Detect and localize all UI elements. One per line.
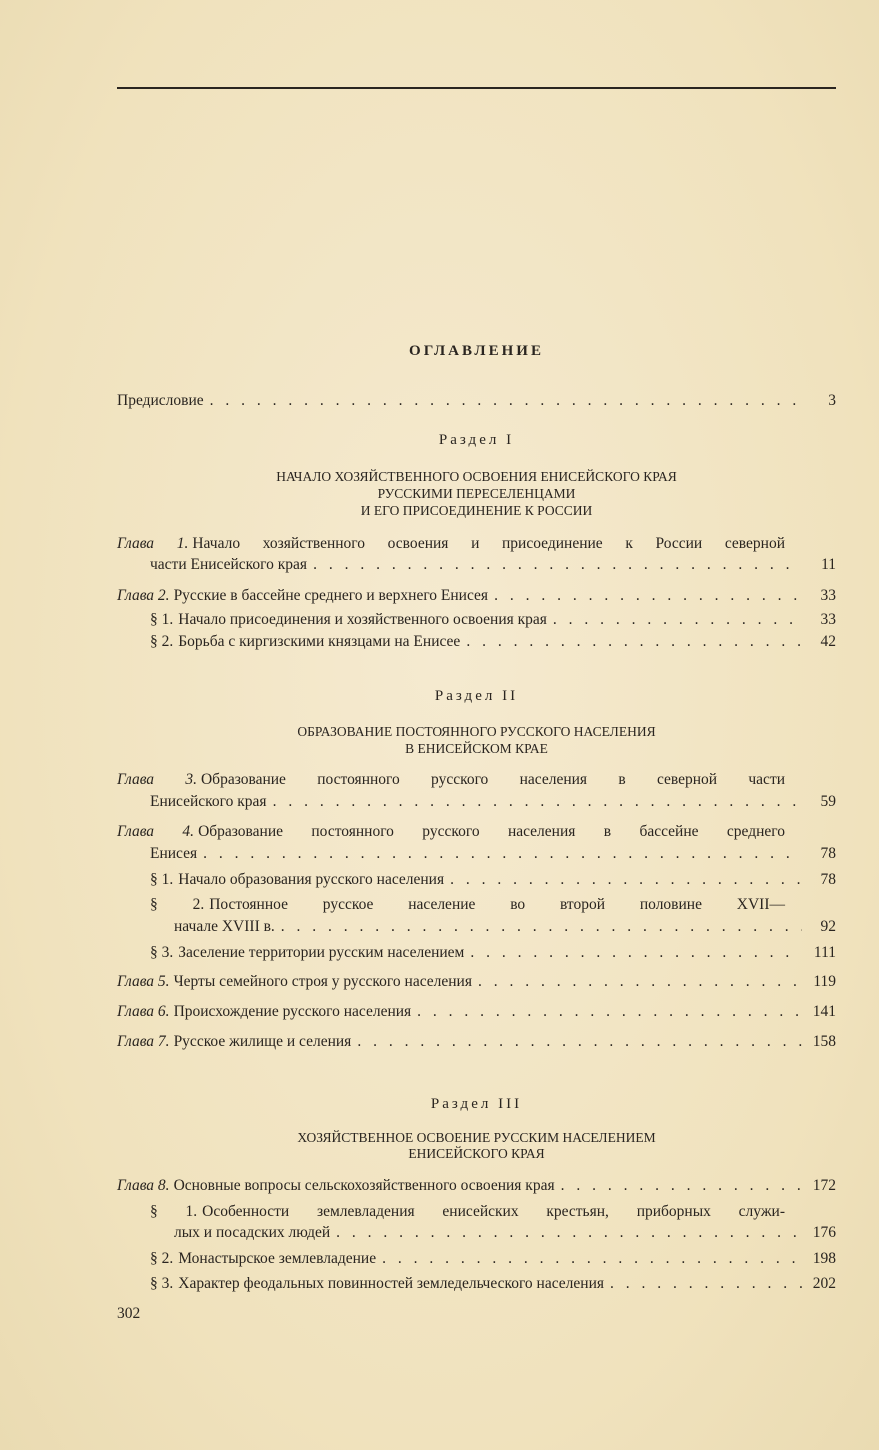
entry-label: § 2. — [150, 896, 205, 913]
entry-page: 33 — [820, 587, 836, 604]
entry-text: Происхождение русского населения — [173, 1003, 412, 1020]
toc-entry-cont — [150, 556, 836, 574]
entry-label: § 3. — [150, 1275, 174, 1292]
entry-text: Русские в бассейне среднего и верхнего Енисея — [173, 587, 489, 604]
entry-label: Глава 6. — [117, 1003, 170, 1020]
entry-text: Особенности землевладения енисейских крестьян, приборных служи- — [202, 1203, 785, 1220]
toc-entry — [150, 871, 836, 889]
dot-leader — [336, 1224, 802, 1242]
toc-entry-cont — [174, 1224, 836, 1242]
dot-leader — [313, 556, 802, 574]
entry-label: § 1. — [150, 611, 174, 628]
section-heading: ХОЗЯЙСТВЕННОЕ ОСВОЕНИЕ РУССКИМ НАСЕЛЕНИЕМ — [297, 1130, 656, 1145]
dot-leader — [210, 392, 802, 410]
entry-text: начале XVIII в. — [174, 918, 275, 935]
entry-text: Монастырское землевладение — [178, 1250, 377, 1267]
toc-entry — [150, 633, 836, 651]
dot-leader — [450, 871, 802, 889]
entry-label: Глава 8. — [117, 1177, 170, 1194]
entry-text: Черты семейного строя у русского населения — [173, 973, 472, 990]
entry-text: Русское жилище и селения — [173, 1033, 352, 1050]
entry-label: Глава 4. — [117, 823, 195, 840]
section-heading: В ЕНИСЕЙСКОМ КРАЕ — [405, 741, 548, 756]
entry-page: 119 — [813, 973, 836, 990]
entry-text: Начало хозяйственного освоения и присоединение к России северной — [192, 535, 785, 552]
section-title: Раздел II — [434, 688, 519, 704]
toc-entry-cont — [150, 845, 836, 863]
toc-entry — [117, 1003, 836, 1021]
entry-page: 78 — [820, 871, 836, 888]
entry-page: 59 — [820, 793, 836, 810]
entry-label: Глава 5. — [117, 973, 170, 990]
entry-text: лых и посадских людей — [174, 1224, 331, 1241]
entry-page: 176 — [812, 1224, 836, 1241]
dot-leader — [561, 1177, 802, 1195]
entry-page: 172 — [812, 1177, 836, 1194]
toc-entry — [117, 587, 836, 605]
toc-entry — [117, 771, 785, 789]
entry-text: Заселение территории русским населением — [178, 944, 465, 961]
entry-text: части Енисейского края — [150, 556, 308, 573]
dot-leader — [553, 611, 802, 629]
dot-leader — [273, 793, 802, 811]
entry-text: Образование постоянного русского населения в северной части — [200, 771, 786, 788]
toc-entry — [117, 535, 785, 553]
entry-page: 33 — [820, 611, 836, 628]
dot-leader — [466, 633, 802, 651]
entry-label: Глава 7. — [117, 1033, 170, 1050]
entry-page: 92 — [820, 918, 836, 935]
dot-leader — [382, 1250, 802, 1268]
dot-leader — [470, 944, 802, 962]
section-title: Раздел III — [430, 1096, 523, 1112]
entry-page: 198 — [812, 1250, 836, 1267]
entry-page: 11 — [821, 556, 836, 573]
dot-leader — [494, 587, 802, 605]
section-title: Раздел I — [438, 432, 515, 448]
entry-page: 3 — [828, 392, 836, 409]
entry-text: Постоянное русское население во второй половине XVII— — [209, 896, 785, 913]
dot-leader — [203, 845, 802, 863]
entry-label: Глава 3. — [117, 771, 197, 788]
section-heading: ОБРАЗОВАНИЕ ПОСТОЯННОГО РУССКОГО НАСЕЛЕНИЯ — [297, 724, 656, 739]
entry-text: Образование постоянного русского населения в бассейне среднего — [198, 823, 785, 840]
entry-label: Глава 1. — [117, 535, 189, 552]
toc-entry-preface — [117, 392, 836, 410]
entry-text: Енисея — [150, 845, 198, 862]
section-heading: ЕНИСЕЙСКОГО КРАЯ — [408, 1146, 545, 1161]
entry-page: 202 — [812, 1275, 836, 1292]
top-rule — [117, 87, 836, 89]
section-heading: РУССКИМИ ПЕРЕСЕЛЕНЦАМИ — [377, 486, 576, 501]
toc-entry-cont — [150, 793, 836, 811]
page-number: 302 — [117, 1305, 141, 1322]
dot-leader — [357, 1033, 802, 1051]
entry-label: § 3. — [150, 944, 174, 961]
entry-page: 78 — [820, 845, 836, 862]
section-heading: И ЕГО ПРИСОЕДИНЕНИЕ К РОССИИ — [360, 503, 593, 518]
entry-text: Характер феодальных повинностей земледельческого населения — [178, 1275, 605, 1292]
entry-page: 42 — [820, 633, 836, 650]
toc-entry — [150, 611, 836, 629]
toc-entry — [150, 1250, 836, 1268]
entry-label: § 1. — [150, 1203, 198, 1220]
dot-leader — [478, 973, 802, 991]
toc-entry — [117, 1177, 836, 1195]
toc-entry — [150, 896, 785, 914]
toc-entry — [117, 1033, 836, 1051]
toc-entry — [117, 823, 785, 841]
page-title: ОГЛАВЛЕНИЕ — [409, 343, 544, 359]
entry-page: 111 — [813, 944, 836, 961]
section-heading: НАЧАЛО ХОЗЯЙСТВЕННОГО ОСВОЕНИЯ ЕНИСЕЙСКОГО КРАЯ — [276, 469, 677, 484]
entry-label: § 1. — [150, 871, 174, 888]
dot-leader — [610, 1275, 802, 1293]
entry-label: Глава 2. — [117, 587, 170, 604]
entry-text: Енисейского края — [150, 793, 267, 810]
entry-label: § 2. — [150, 633, 174, 650]
entry-text: Начало образования русского населения — [178, 871, 445, 888]
entry-text: Предисловие — [117, 392, 204, 409]
entry-label: § 2. — [150, 1250, 174, 1267]
toc-entry — [150, 1203, 785, 1221]
entry-page: 158 — [812, 1033, 836, 1050]
toc-entry — [150, 944, 836, 962]
entry-text: Начало присоединения и хозяйственного освоения края — [178, 611, 547, 628]
dot-leader — [281, 918, 802, 936]
entry-page: 141 — [812, 1003, 836, 1020]
toc-entry-cont — [174, 918, 836, 936]
entry-text: Борьба с киргизскими князцами на Енисее — [178, 633, 461, 650]
toc-entry — [117, 973, 836, 991]
dot-leader — [417, 1003, 802, 1021]
toc-entry — [150, 1275, 836, 1293]
entry-text: Основные вопросы сельскохозяйственного освоения края — [173, 1177, 555, 1194]
